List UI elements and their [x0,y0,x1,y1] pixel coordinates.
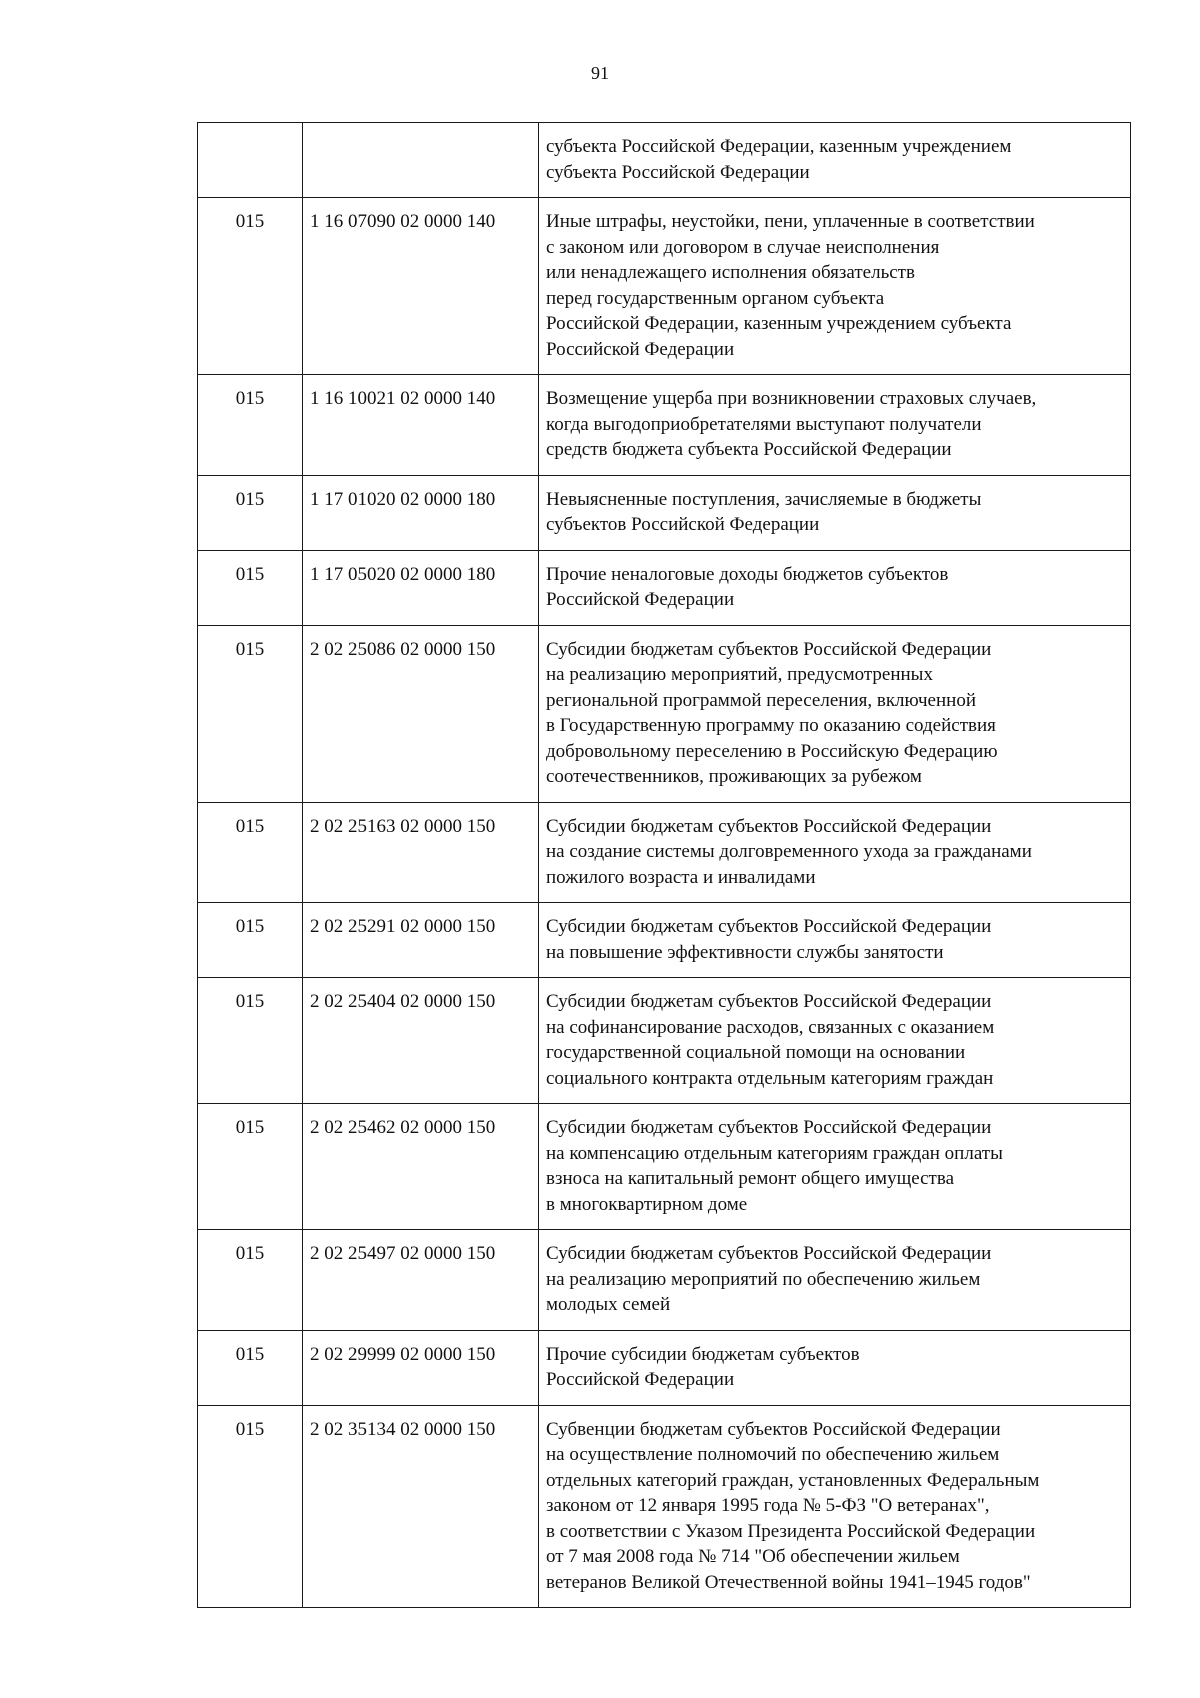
table-row [198,375,1131,476]
admin-code-cell: 015 [198,978,303,1104]
revenue-code-cell: 1 17 05020 02 0000 180 [303,550,539,625]
description-line: соотечественников, проживающих за рубежом [546,766,922,787]
admin-code-cell: 015 [198,802,303,903]
admin-code-cell: 015 [198,625,303,802]
description-line: Субсидии бюджетам субъектов Российской Федерации [546,1117,992,1138]
table-row [198,1330,1131,1405]
description-line: на создание системы долговременного ухода за гражданами [546,841,1032,862]
description-cell [539,550,1131,625]
description-line: на софинансирование расходов, связанных с оказанием [546,1016,995,1038]
description-line: с законом или договором в случае неисполнения [546,236,940,258]
revenue-code-cell: 1 17 01020 02 0000 180 [303,475,539,550]
description-line: взноса на капитальный ремонт общего имущества [546,1168,955,1189]
description-cell [539,625,1131,802]
description-line: субъекта Российской Федерации [546,161,810,183]
admin-code-cell: 015 [198,1104,303,1230]
description-cell [539,198,1131,375]
description-cell [539,375,1131,476]
description-line: социального контракта отдельным категориям граждан [546,1067,994,1089]
description-line: Невыясненные поступления, зачисляемые в бюджеты [546,488,982,510]
description-line: региональной программой переселения, включенной [546,689,976,711]
description-line: Субсидии бюджетам субъектов Российской Федерации [546,638,992,660]
page-number: 91 [591,63,609,83]
admin-code-cell: 015 [198,903,303,978]
description-line: на реализацию мероприятий по обеспечению жильем [546,1268,981,1290]
table-row [198,123,1131,198]
description-cell [539,1104,1131,1230]
revenue-code-cell: 1 16 10021 02 0000 140 [303,375,539,476]
admin-code-cell: 015 [198,1330,303,1405]
description-line: в многоквартирном доме [546,1193,748,1215]
description-cell [539,978,1131,1104]
table-row [198,625,1131,802]
description-line: или ненадлежащего исполнения обязательств [546,262,915,283]
description-line: добровольному переселению в Российскую Федерацию [546,740,998,762]
description-line: на повышение эффективности службы занятости [546,941,944,963]
description-line: перед государственным органом субъекта [546,287,885,309]
description-line: Иные штрафы, неустойки, пени, уплаченные в соответствии [546,211,1035,232]
description-cell [539,1230,1131,1331]
revenue-code-cell: 2 02 29999 02 0000 150 [303,1330,539,1405]
revenue-code-cell: 2 02 25086 02 0000 150 [303,625,539,802]
table-body [198,123,1131,1608]
description-line: пожилого возраста и инвалидами [546,866,816,888]
description-line: Прочие неналоговые доходы бюджетов субъектов [546,563,949,585]
description-line: на осуществление полномочий по обеспечению жильем [546,1444,1000,1465]
budget-codes-table [197,122,1131,1608]
description-cell [539,903,1131,978]
description-line: на реализацию мероприятий, предусмотренных [546,664,933,685]
table-row [198,1405,1131,1608]
description-line: законом от 12 января 1995 года № 5-ФЗ "О ветеранах", [546,1495,990,1516]
description-line: отдельных категорий граждан, установленных Федеральным [546,1469,1040,1491]
revenue-code-cell: 2 02 25163 02 0000 150 [303,802,539,903]
admin-code-cell: 015 [198,1405,303,1608]
table-row [198,802,1131,903]
admin-code-cell: 015 [198,375,303,476]
description-line: Прочие субсидии бюджетам субъектов [546,1343,860,1365]
description-cell [539,802,1131,903]
admin-code-cell: 015 [198,198,303,375]
description-line: Субвенции бюджетам субъектов Российской Федерации [546,1418,1001,1440]
description-line: Российской Федерации [546,589,735,610]
description-line: Субсидии бюджетам субъектов Российской Федерации [546,815,992,837]
description-line: когда выгодоприобретателями выступают получатели [546,413,982,435]
description-line: молодых семей [546,1294,671,1315]
description-cell [539,1330,1131,1405]
revenue-code-cell: 2 02 35134 02 0000 150 [303,1405,539,1608]
table-row [198,903,1131,978]
description-line: субъекта Российской Федерации, казенным учреждением [546,136,1012,157]
revenue-code-cell: 1 16 07090 02 0000 140 [303,198,539,375]
description-line: ветеранов Великой Отечественной войны 1941–1945 годов" [546,1571,1031,1593]
description-line: Возмещение ущерба при возникновении страховых случаев, [546,388,1037,409]
admin-code-cell: 015 [198,1230,303,1331]
table-row [198,475,1131,550]
description-line: в Государственную программу по оказанию содействия [546,715,996,736]
description-line: на компенсацию отдельным категориям граждан оплаты [546,1142,1003,1164]
table-row [198,978,1131,1104]
description-line: государственной социальной помощи на основании [546,1042,966,1063]
description-line: Российской Федерации [546,1369,735,1390]
table-row [198,198,1131,375]
description-line: Субсидии бюджетам субъектов Российской Федерации [546,991,992,1012]
revenue-code-cell: 2 02 25462 02 0000 150 [303,1104,539,1230]
revenue-code-cell: 2 02 25497 02 0000 150 [303,1230,539,1331]
description-line: Субсидии бюджетам субъектов Российской Федерации [546,916,992,937]
description-line: в соответствии с Указом Президента Российской Федерации [546,1520,1036,1542]
description-line: средств бюджета субъекта Российской Федерации [546,439,952,460]
description-line: Российской Федерации [546,338,735,360]
description-line: субъектов Российской Федерации [546,514,820,535]
table-row [198,550,1131,625]
description-line: Российской Федерации, казенным учреждением субъекта [546,313,1012,334]
description-line: от 7 мая 2008 года № 714 "Об обеспечении жильем [546,1546,960,1567]
revenue-code-cell: 2 02 25291 02 0000 150 [303,903,539,978]
revenue-code-cell [303,123,539,198]
description-cell [539,123,1131,198]
description-cell [539,475,1131,550]
table-row [198,1104,1131,1230]
table-row [198,1230,1131,1331]
revenue-code-cell: 2 02 25404 02 0000 150 [303,978,539,1104]
admin-code-cell: 015 [198,475,303,550]
description-line: Субсидии бюджетам субъектов Российской Федерации [546,1243,992,1264]
description-cell [539,1405,1131,1608]
admin-code-cell: 015 [198,550,303,625]
admin-code-cell [198,123,303,198]
